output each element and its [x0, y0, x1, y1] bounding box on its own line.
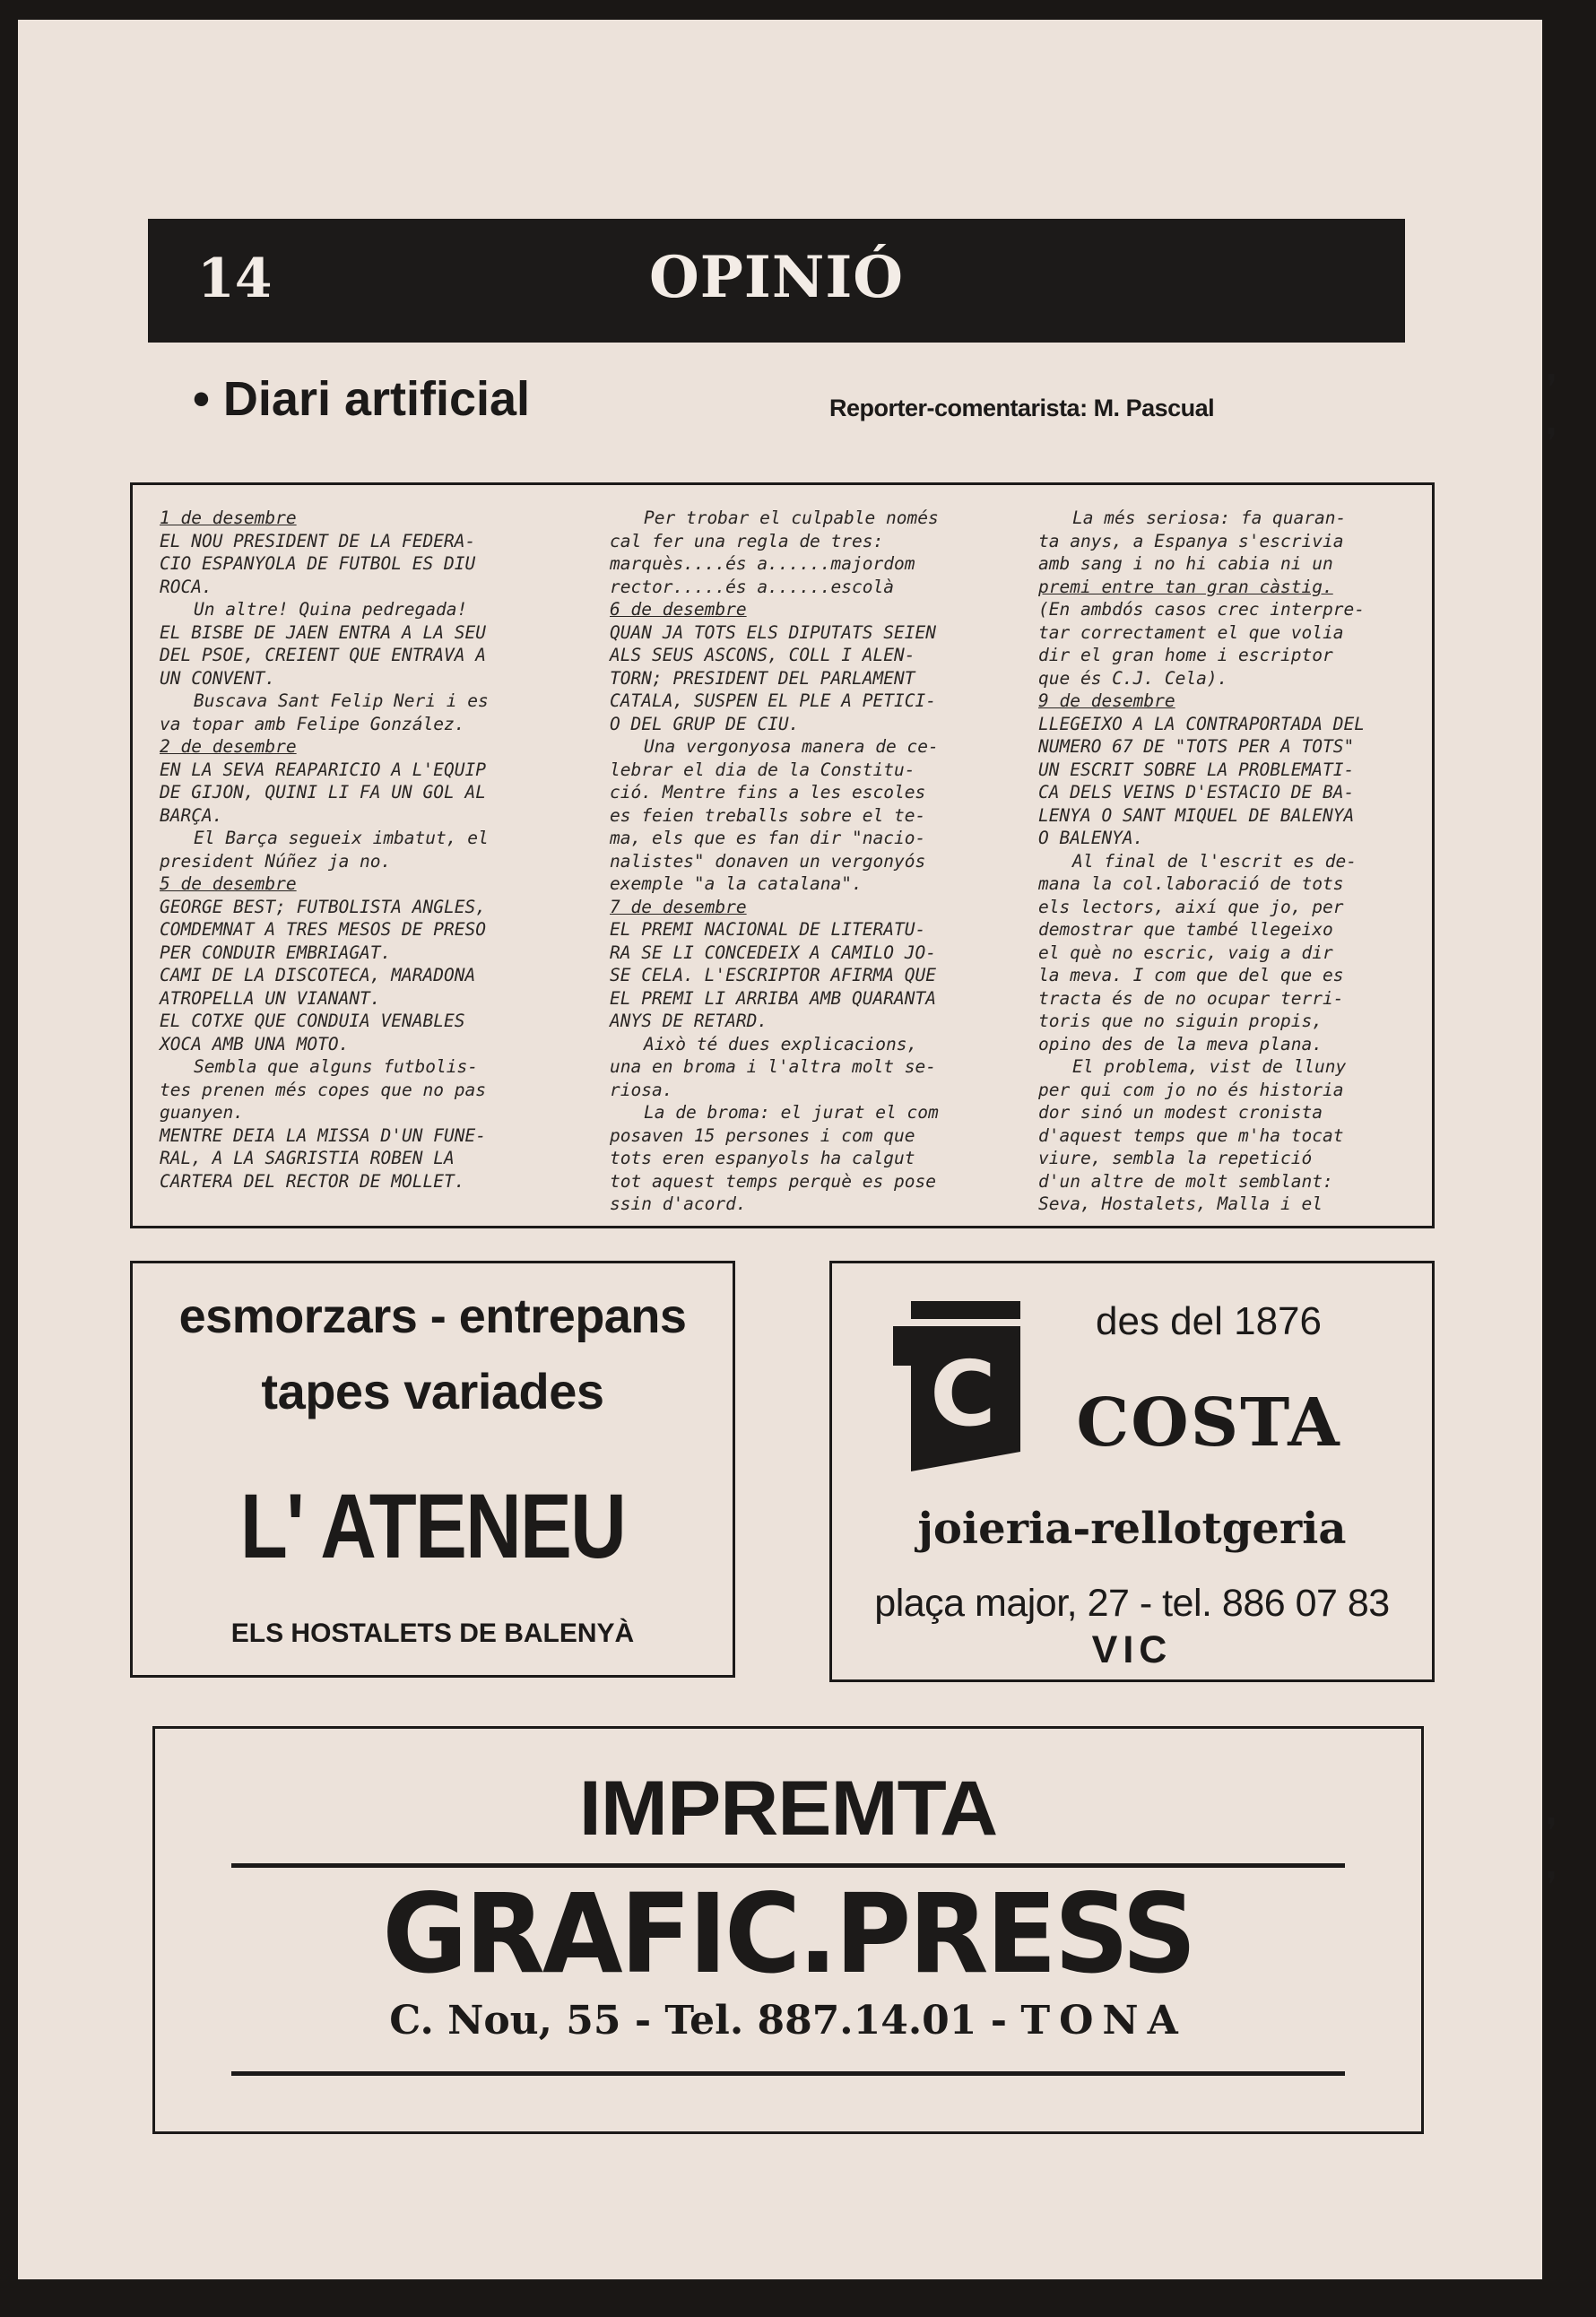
- article-line: O DEL GRUP DE CIU.: [610, 713, 800, 734]
- ad-graficpress-street: C. Nou, 55 - Tel. 887.14.01 -: [389, 1998, 1007, 2044]
- article-line: EL NOU PRESIDENT DE LA FEDERA-: [160, 530, 476, 551]
- article-line: BARÇA.: [160, 804, 223, 826]
- article-line: EL BISBE DE JAEN ENTRA A LA SEU: [160, 621, 486, 643]
- costa-logo-letter: C: [930, 1341, 996, 1446]
- divider-rule: [231, 2071, 1345, 2076]
- article-line: cal fer una regla de tres:: [610, 530, 884, 551]
- article-line: Buscava Sant Felip Neri i es: [194, 690, 489, 711]
- article-line: SE CELA. L'ESCRIPTOR AFIRMA QUE: [610, 965, 936, 985]
- ad-costa-address: plaça major, 27 - tel. 886 07 83: [874, 1582, 1390, 1625]
- article-line: EL PREMI NACIONAL DE LITERATU-: [610, 919, 926, 940]
- article-line: CIO ESPANYOLA DE FUTBOL ES DIU: [160, 553, 476, 574]
- article-line: guanyen.: [160, 1102, 244, 1123]
- binding-mark-icon: ❜: [1546, 421, 1557, 463]
- article-line: ssin d'acord.: [610, 1193, 747, 1214]
- article-column-2: [610, 507, 977, 1216]
- ad-graficpress-town: TONA: [1020, 1998, 1187, 2044]
- article-byline: Reporter-comentarista: M. Pascual: [829, 395, 1215, 421]
- article-line: rector.....és a......escolà: [610, 576, 894, 597]
- binding-mark-icon: ❜: [1546, 368, 1557, 409]
- article-line: exemple "a la catalana".: [610, 873, 863, 894]
- article-line: O BALENYA.: [1038, 828, 1144, 848]
- article-line: DEL PSOE, CREIENT QUE ENTRAVA A: [160, 645, 486, 665]
- article-box: [130, 482, 1435, 1228]
- article-line: LENYA O SANT MIQUEL DE BALENYA: [1038, 804, 1355, 826]
- article-line: RA SE LI CONCEDEIX A CAMILO JO-: [610, 942, 936, 963]
- ad-costa-since: des del 1876: [1096, 1299, 1322, 1343]
- article-line: riosa.: [610, 1079, 673, 1100]
- article-line: lebrar el dia de la Constitu-: [610, 759, 915, 780]
- article-line: LLEGEIXO A LA CONTRAPORTADA DEL: [1038, 713, 1365, 734]
- article-line: Per trobar el culpable només: [644, 508, 939, 528]
- article-line: els lectors, així que jo, per: [1038, 896, 1344, 917]
- article-line: opino des de la meva plana.: [1038, 1033, 1323, 1054]
- article-line: viure, sembla la repetició: [1038, 1148, 1313, 1168]
- article-line: UN CONVENT.: [160, 667, 276, 689]
- article-line: d'aquest temps que m'ha tocat: [1038, 1124, 1344, 1146]
- article-line: nalistes" donaven un vergonyós: [610, 850, 926, 872]
- article-line: TORN; PRESIDENT DEL PARLAMENT: [610, 667, 915, 689]
- article-line: ALS SEUS ASCONS, COLL I ALEN-: [610, 645, 915, 665]
- article-column-3: [1038, 507, 1406, 1216]
- binding-mark-icon: ❜: [1546, 1811, 1557, 1853]
- article-line: EL COTXE QUE CONDUIA VENABLES: [160, 1011, 465, 1031]
- article-line: La de broma: el jurat el com: [644, 1102, 939, 1123]
- article-line: 5 de desembre: [160, 873, 297, 894]
- article-line: ta anys, a Espanya s'escrivia: [1038, 530, 1344, 551]
- article-line: president Núñez ja no.: [160, 850, 392, 872]
- article-line: d'un altre de molt semblant:: [1038, 1170, 1333, 1192]
- article-line: Al final de l'escrit es de-: [1072, 850, 1357, 872]
- ad-ateneu-name: L' ATENEU: [239, 1475, 626, 1577]
- article-line: tes prenen més copes que no pas: [160, 1079, 486, 1100]
- article-line: EL PREMI LI ARRIBA AMB QUARANTA: [610, 987, 936, 1009]
- article-line: 1 de desembre: [160, 508, 297, 528]
- article-line: dir el gran home i escriptor: [1038, 645, 1333, 665]
- article-line: tot aquest temps perquè es pose: [610, 1170, 936, 1192]
- article-line: DE GIJON, QUINI LI FA UN GOL AL: [160, 782, 486, 803]
- article-title: • Diari artificial: [193, 372, 531, 426]
- costa-logo-icon: [893, 1301, 1020, 1471]
- article-line: El problema, vist de lluny: [1072, 1056, 1347, 1077]
- article-line: el què no escric, vaig a dir: [1038, 942, 1333, 963]
- ad-graficpress: [152, 1726, 1424, 2134]
- article-line: GEORGE BEST; FUTBOLISTA ANGLES,: [160, 896, 486, 917]
- article-line: ma, els que es fan dir "nacio-: [610, 828, 926, 848]
- article-line: la meva. I com que del que es: [1038, 965, 1344, 985]
- article-line: PER CONDUIR EMBRIAGAT.: [160, 942, 392, 963]
- section-title: OPINIÓ: [649, 244, 904, 311]
- article-line: CARTERA DEL RECTOR DE MOLLET.: [160, 1170, 465, 1192]
- article-line: CAMI DE LA DISCOTECA, MARADONA: [160, 965, 476, 985]
- article-line: toris que no siguin propis,: [1038, 1011, 1323, 1031]
- article-line: ATROPELLA UN VIANANT.: [160, 987, 381, 1009]
- article-line: Sembla que alguns futbolis-: [194, 1056, 478, 1077]
- ad-costa-trade: joieria-rellotgeria: [917, 1504, 1347, 1554]
- article-line: dor sinó un modest cronista: [1038, 1102, 1323, 1123]
- article-line: va topar amb Felipe González.: [160, 713, 465, 734]
- article-line: ció. Mentre fins a les escoles: [610, 782, 926, 803]
- article-line: tar correctament el que volia: [1038, 621, 1344, 643]
- ad-costa-city: VIC: [1091, 1628, 1173, 1671]
- article-line: tots eren espanyols ha calgut: [610, 1148, 915, 1168]
- article-line: Això té dues explicacions,: [644, 1033, 918, 1054]
- article-line: Seva, Hostalets, Malla i el: [1038, 1193, 1323, 1214]
- article-line: CA DELS VEINS D'ESTACIO DE BA-: [1038, 782, 1355, 803]
- article-line: marquès....és a......majordom: [610, 553, 915, 574]
- article-line: XOCA AMB UNA MOTO.: [160, 1033, 350, 1054]
- article-line: (En ambdós casos crec interpre-: [1038, 599, 1365, 620]
- ad-costa-name: COSTA: [1076, 1384, 1341, 1462]
- ad-ateneu: [130, 1261, 735, 1678]
- article-line: posaven 15 persones i com que: [610, 1124, 915, 1146]
- article-line: 2 de desembre: [160, 736, 297, 757]
- ad-costa: [829, 1261, 1435, 1682]
- article-line: EN LA SEVA REAPARICIO A L'EQUIP: [160, 759, 486, 780]
- binding-mark-icon: ❜: [1546, 1865, 1557, 1906]
- article-line: La més seriosa: fa quaran-: [1072, 508, 1347, 528]
- article-line: 7 de desembre: [610, 896, 747, 917]
- ad-graficpress-name: GRAFIC.PRESS: [382, 1870, 1194, 1999]
- ad-graficpress-heading: IMPREMTA: [578, 1766, 998, 1852]
- article-line: QUAN JA TOTS ELS DIPUTATS SEIEN: [610, 621, 936, 643]
- article-line: 9 de desembre: [1038, 690, 1175, 711]
- ad-graficpress-address: [155, 1998, 1421, 2044]
- article-line: demostrar que també llegeixo: [1038, 919, 1333, 940]
- article-line: NUMERO 67 DE "TOTS PER A TOTS": [1038, 736, 1355, 757]
- article-line: mana la col.laboració de tots: [1038, 873, 1344, 894]
- article-line: UN ESCRIT SOBRE LA PROBLEMATI-: [1038, 759, 1355, 780]
- article-line: amb sang i no hi cabia ni un: [1038, 553, 1333, 574]
- article-line: Una vergonyosa manera de ce-: [644, 736, 939, 757]
- article-line: COMDEMNAT A TRES MESOS DE PRESO: [160, 919, 486, 940]
- article-line: una en broma i l'altra molt se-: [610, 1056, 936, 1077]
- article-line: MENTRE DEIA LA MISSA D'UN FUNE-: [160, 1124, 486, 1146]
- article-column-1: [160, 507, 527, 1193]
- ad-ateneu-line1: esmorzars - entrepans: [178, 1289, 687, 1343]
- article-line: es feien treballs sobre el te-: [610, 804, 926, 826]
- article-line: Un altre! Quina pedregada!: [194, 599, 468, 620]
- article-line: 6 de desembre: [610, 599, 747, 620]
- article-line: El Barça segueix imbatut, el: [194, 828, 489, 848]
- article-line: per qui com jo no és historia: [1038, 1079, 1344, 1100]
- article-line: ANYS DE RETARD.: [610, 1011, 768, 1031]
- newspaper-page: [18, 20, 1542, 2279]
- article-line: que és C.J. Cela).: [1038, 667, 1228, 689]
- page-number: 14: [197, 247, 273, 310]
- article-line: tracta és de no ocupar terri-: [1038, 987, 1344, 1009]
- ad-ateneu-location: ELS HOSTALETS DE BALENYÀ: [230, 1618, 635, 1648]
- article-line: CATALA, SUSPEN EL PLE A PETICI-: [610, 690, 936, 711]
- ad-ateneu-line2: tapes variades: [261, 1363, 604, 1419]
- divider-rule: [231, 1863, 1345, 1868]
- page-header-bar: [148, 219, 1405, 343]
- article-line: premi entre tan gran càstig.: [1038, 576, 1333, 597]
- article-line: RAL, A LA SAGRISTIA ROBEN LA: [160, 1148, 455, 1168]
- article-line: ROCA.: [160, 576, 213, 597]
